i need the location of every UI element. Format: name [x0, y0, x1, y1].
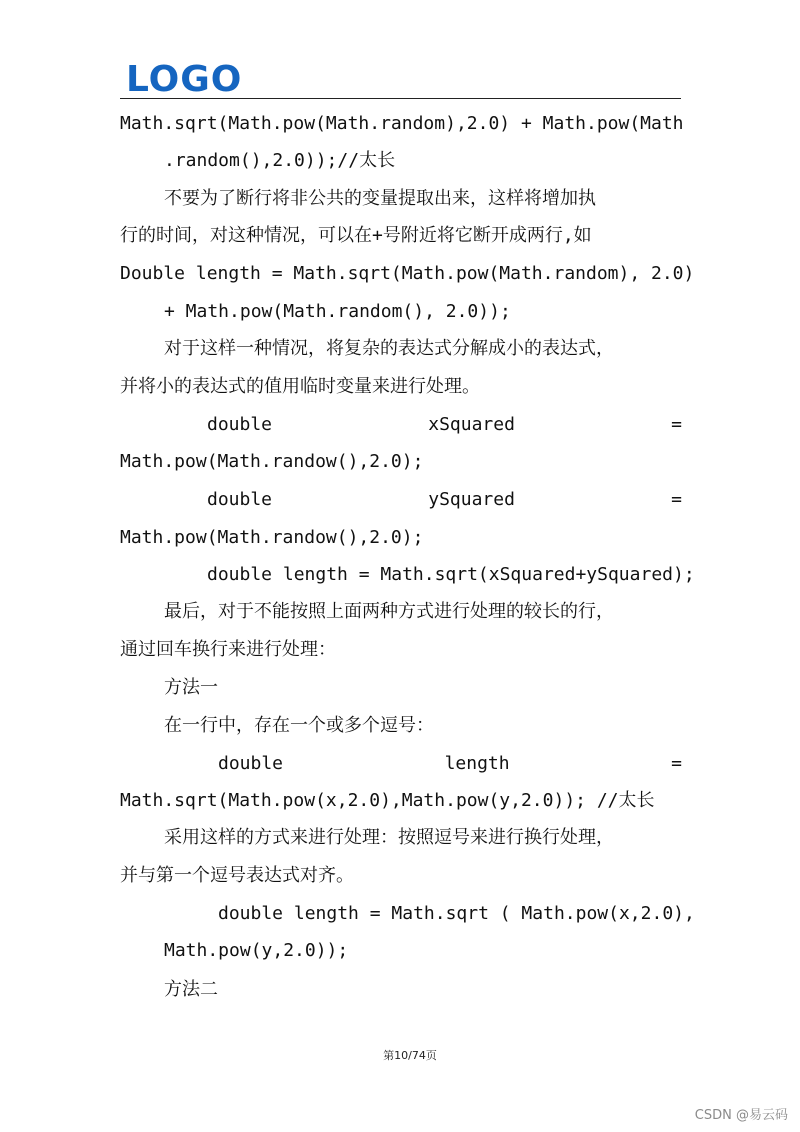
- paragraph-line: 在一行中，存在一个或多个逗号：: [164, 715, 434, 736]
- code-decl-xsquared: [207, 413, 682, 437]
- logo: LOGO: [126, 59, 243, 100]
- paragraph-line: 最后，对于不能按照上面两种方式进行处理的较长的行，: [164, 601, 614, 622]
- paragraph-line: 对于这样一种情况，将复杂的表达式分解成小的表达式，: [164, 338, 614, 359]
- code-line: Math.pow(Math.randow(),2.0);: [120, 451, 424, 472]
- decl-equals: =: [671, 489, 682, 510]
- paragraph-line: 并将小的表达式的值用临时变量来进行处理。: [120, 376, 480, 397]
- paragraph-line: 并与第一个逗号表达式对齐。: [120, 865, 354, 886]
- subheading: 方法一: [164, 677, 218, 698]
- code-line: Math.pow(Math.randow(),2.0);: [120, 527, 424, 548]
- header-divider: [120, 98, 681, 99]
- code-decl-length: [218, 752, 682, 776]
- page-number: [0, 1047, 800, 1063]
- paragraph-line: 行的时间，对这种情况，可以在+号附近将它断开成两行,如: [120, 225, 592, 246]
- decl-name: xSquared: [428, 414, 515, 435]
- code-line: double length = Math.sqrt ( Math.pow(x,2.0),: [218, 903, 695, 924]
- decl-name: length: [444, 753, 510, 774]
- code-line: double length = Math.sqrt(xSquared+ySquared);: [207, 564, 695, 585]
- decl-type: double: [207, 414, 273, 435]
- code-decl-ysquared: [207, 488, 682, 512]
- code-line: Double length = Math.sqrt(Math.pow(Math.random), 2.0): [120, 263, 695, 284]
- code-line: Math.sqrt(Math.pow(x,2.0),Math.pow(y,2.0)); //太长: [120, 790, 655, 811]
- page-number-text: 第10/74页: [383, 1049, 437, 1062]
- code-line: Math.pow(y,2.0));: [164, 940, 349, 961]
- watermark: CSDN @易云码: [694, 1108, 788, 1123]
- paragraph-line: 不要为了断行将非公共的变量提取出来，这样将增加执: [164, 188, 596, 209]
- subheading: 方法二: [164, 979, 218, 1000]
- decl-equals: =: [671, 414, 682, 435]
- paragraph-line: 通过回车换行来进行处理：: [120, 639, 336, 660]
- code-line: + Math.pow(Math.random(), 2.0));: [164, 301, 511, 322]
- decl-name: ySquared: [428, 489, 515, 510]
- paragraph-line: 采用这样的方式来进行处理：按照逗号来进行换行处理，: [164, 827, 614, 848]
- code-line: Math.sqrt(Math.pow(Math.random),2.0) + Math.pow(Math: [120, 113, 684, 134]
- decl-type: double: [218, 753, 284, 774]
- code-line: .random(),2.0));//太长: [164, 150, 396, 171]
- decl-equals: =: [671, 753, 682, 774]
- decl-type: double: [207, 489, 273, 510]
